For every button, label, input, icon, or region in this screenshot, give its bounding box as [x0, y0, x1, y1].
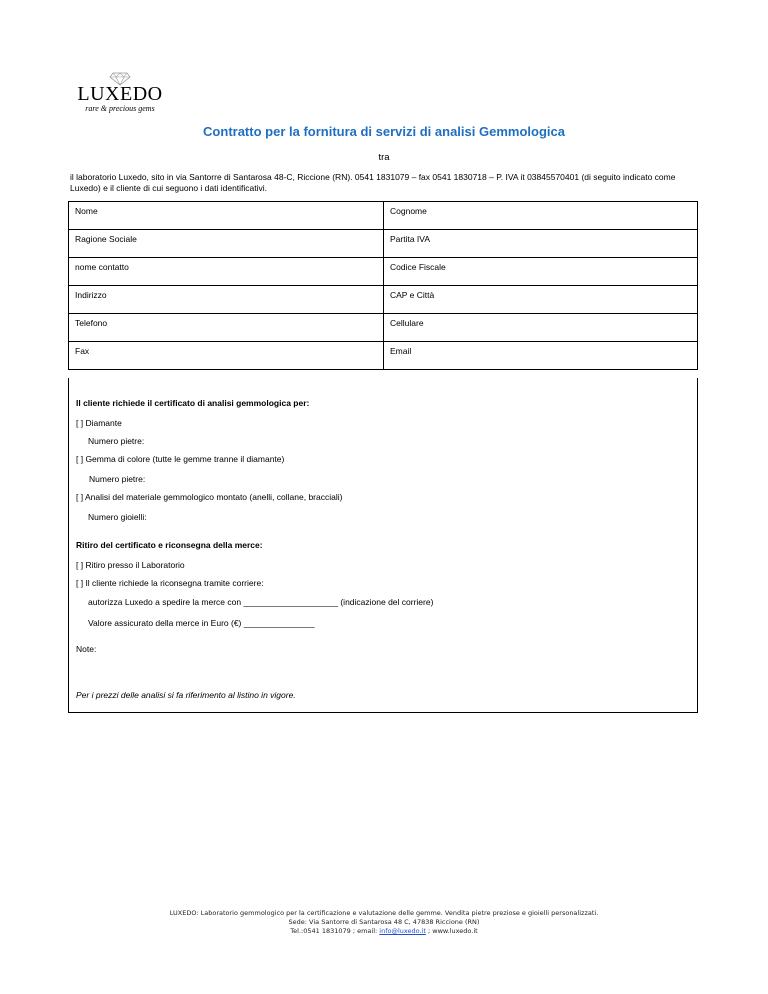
- footer-email-link[interactable]: info@luxedo.it: [379, 927, 426, 935]
- between-text: tra: [378, 152, 390, 163]
- table-row: [69, 342, 698, 370]
- diamond-stones-count-label: Numero pietre:: [88, 436, 145, 446]
- logo-tagline: rare & precious gems: [85, 104, 155, 113]
- field-partita-iva[interactable]: Partita IVA: [384, 230, 698, 258]
- footer-tel: Tel.:0541 1831079 ; email:: [290, 927, 380, 935]
- field-ragione-sociale[interactable]: Ragione Sociale: [69, 230, 384, 258]
- footer-description: : Laboratorio gemmologico per la certificazione e valutazione delle gemme. Vendita pietre preziose e gioielli personalizzati.: [196, 909, 599, 917]
- field-cap-citta[interactable]: CAP e Città: [384, 286, 698, 314]
- intro-paragraph: il laboratorio Luxedo, sito in via Santorre di Santarosa 48-C, Riccione (RN). 0541 1831079 – fax 0541 1830718 – P. IVA it 03845570401 (di seguito indicato come Luxedo) e il cliente di cui seguono i dati identificativi.: [70, 172, 676, 193]
- table-row: [69, 286, 698, 314]
- footer-line-1: [0, 909, 768, 918]
- colored-stones-count-label: Numero pietre:: [89, 474, 146, 484]
- logo-brand: LUXEDO: [77, 83, 163, 105]
- footer-web: ; www.luxedo.it: [425, 927, 478, 935]
- field-cellulare[interactable]: Cellulare: [384, 314, 698, 342]
- field-telefono[interactable]: Telefono: [69, 314, 384, 342]
- field-fax[interactable]: Fax: [69, 342, 384, 370]
- pickup-heading: Ritiro del certificato e riconsegna della merce:: [76, 540, 263, 550]
- field-codice-fiscale[interactable]: Codice Fiscale: [384, 258, 698, 286]
- option-diamond-checkbox[interactable]: [ ] Diamante: [76, 418, 122, 428]
- notes-label: Note:: [76, 644, 97, 654]
- field-nome[interactable]: Nome: [69, 202, 384, 230]
- field-cognome[interactable]: Cognome: [384, 202, 698, 230]
- footer-address: Sede: Via Santorre di Santarosa 48 C, 47838 Riccione (RN): [288, 918, 480, 926]
- option-colored-gem-checkbox[interactable]: [ ] Gemma di colore (tutte le gemme tranne il diamante): [76, 454, 285, 464]
- table-row: [69, 202, 698, 230]
- courier-authorization-field[interactable]: autorizza Luxedo a spedire la merce con ____________________ (indicazione del corriere): [88, 597, 434, 607]
- document-title: Contratto per la fornitura di servizi di analisi Gemmologica: [203, 124, 565, 139]
- option-courier-checkbox[interactable]: [ ] Il cliente richiede la riconsegna tramite corriere:: [76, 578, 264, 588]
- request-heading: Il cliente richiede il certificato di analisi gemmologica per:: [76, 398, 310, 408]
- footer-brand: LUXEDO: [169, 909, 197, 917]
- insured-value-field[interactable]: Valore assicurato della merce in Euro (€) _______________: [88, 618, 315, 628]
- table-row: [69, 258, 698, 286]
- prices-note: Per i prezzi delle analisi si fa riferimento al listino in vigore.: [76, 690, 296, 700]
- option-mounted-material-checkbox[interactable]: [ ] Analisi del materiale gemmologico montato (anelli, collane, bracciali): [76, 492, 343, 502]
- option-lab-pickup-checkbox[interactable]: [ ] Ritiro presso il Laboratorio: [76, 560, 185, 570]
- jewels-count-label: Numero gioielli:: [88, 512, 147, 522]
- table-row: [69, 314, 698, 342]
- page-footer: [0, 909, 768, 936]
- field-indirizzo[interactable]: Indirizzo: [69, 286, 384, 314]
- request-section: [68, 378, 698, 713]
- table-row: [69, 230, 698, 258]
- client-data-table: [68, 201, 698, 370]
- field-email[interactable]: Email: [384, 342, 698, 370]
- field-nome-contatto[interactable]: nome contatto: [69, 258, 384, 286]
- luxedo-logo: [74, 72, 166, 122]
- footer-contacts: [0, 927, 768, 936]
